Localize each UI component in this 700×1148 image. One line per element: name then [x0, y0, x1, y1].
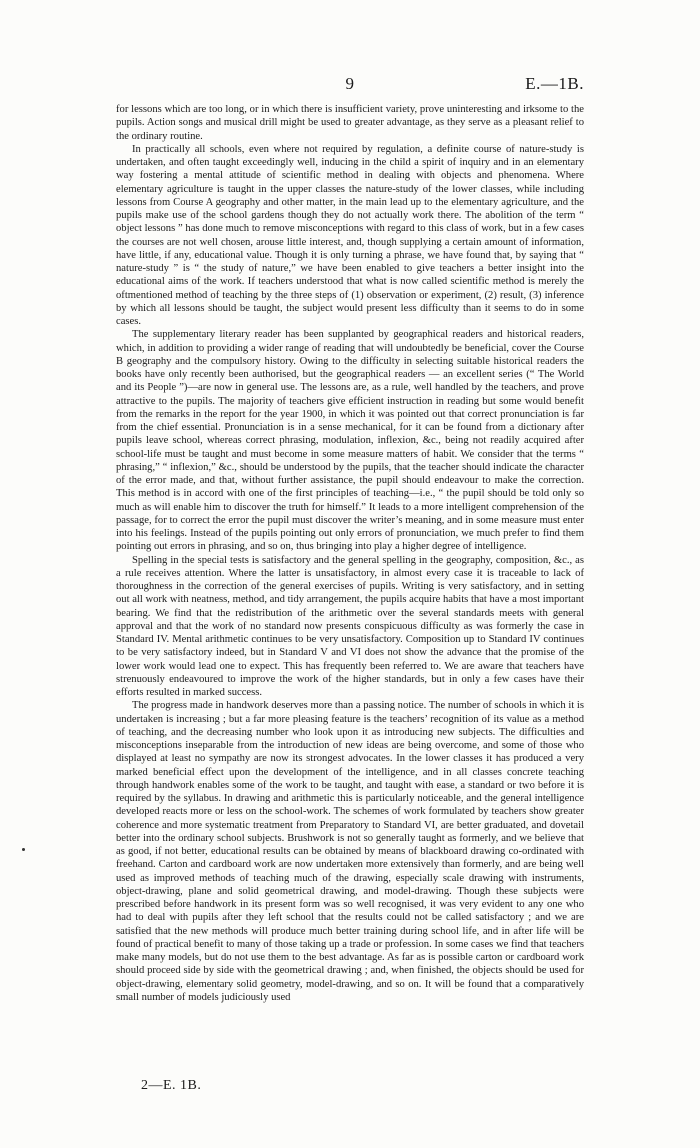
paragraph-spelling: Spelling in the special tests is satisfactory and the general spelling in the geography, composition, &c., as a rule receives attention. Where the latter is unsatisfactory, in almost every case it is traceable to lack of thoroughness in the correction of the general exercises of pupils. Writing is very satisfactory, and in setting out all work with neatness, method, and tidy arrangement, the pupils acquire habits that have a most important bearing. We find that the redistribution of the arithmetic over the several standards meets with general approval and that the work of no standard now presents conspicuous difficulty as was formerly the case in Standard IV. Mental arithmetic continues to be very unsatisfactory. Composition up to Standard IV continues to be very satisfactory indeed, but in Standard V and VI does not show the advance that the promise of the lower work would lead one to expect. This has frequently been referred to. We are aware that teachers have strenuously endeavoured to improve the work of the higher standards, but in only a few cases have their efforts resulted in marked success.	[116, 554, 584, 698]
body-text	[116, 103, 584, 1004]
page-number: 9	[345, 74, 355, 93]
paragraph-readers: The supplementary literary reader has been supplanted by geographical readers and historical readers, which, in addition to providing a wider range of reading that will undoubtedly be beneficial, cover the Course B geography and the compulsory history. Owing to the difficulty in selecting suitable historical readers the books have only recently been authorised, but the geographical readers — an excellent series (“ The World and its People ”)—are now in general use. The lessons are, as a rule, well handled by the teachers, and prove attractive to the pupils. The majority of teachers give efficient instruction in reading but some would benefit from the remarks in the report for the year 1900, in which it was pointed out that correct pronunciation is far from the chief essential. Pronunciation is in a sense mechanical, for it can be found from a dictionary after pupils leave school, whereas correct phrasing, modulation, inflexion, &c., being not readily acquired after school-life must be taught and must become in some measure matters of habit. We consider that the terms “ phrasing,” “ inflexion,” &c., should be understood by the pupils, that the teacher should indicate the character of the error made, and that, without further assistance, the pupil should endeavour to make the correction. This method is in accord with one of the first principles of teaching—i.e., “ the pupil should be told only so much as will enable him to discover the truth for himself.” It leads to a more intelligent comprehension of the passage, for to correct the error the pupil must discover the writer’s meaning, and in some measure must enter into his feelings. Instead of the pupils pointing out only errors of pronunciation, we much prefer to find them pointing out errors in phrasing, and so on, thus bringing into play a higher degree of intelligence.	[116, 329, 584, 553]
signature-mark: 2—E. 1B.	[141, 1078, 202, 1093]
document-reference: E.—1B.	[525, 74, 584, 93]
margin-mark	[22, 848, 25, 851]
paragraph-handwork: The progress made in handwork deserves more than a passing notice. The number of schools in which it is undertaken is increasing ; but a far more pleasing feature is the teachers’ recognition of its value as a method of teaching, and the decreasing number who look upon it as introducing new subjects. The difficulties and misconceptions inseparable from the introduction of new ideas are being overcome, and some of those who displayed at least no sympathy are now its strongest advocates. In the lower classes it has produced a very marked beneficial effect upon the development of the intelligence, and in all classes concrete teaching through handwork enables some of the work to be taught, and taught with ease, a standard or two before it is required by the syllabus. In drawing and arithmetic this is particularly noticeable, and the general intelligence developed reacts more or less on the school-work. The schemes of work formulated by teachers show greater coherence and more systematic treatment from Preparatory to Standard VI, are better graduated, and dovetail better into the ordinary school subjects. Brushwork is not so generally taught as formerly, and we believe that as good, if not better, educational results can be obtained by means of blackboard drawing co-ordinated with freehand. Carton and cardboard work are now undertaken more extensively than formerly, and are being well used as improved methods of teaching much of the drawing, especially scale drawing with instruments, object-drawing, plane and solid geometrical drawing, and model-drawing. Though these subjects were prescribed before handwork in its present form was so well recognised, it was very evident to any one who had to deal with pupils after they left school that the results could not be called satisfactory ; and we are satisfied that the new methods will produce much better training during school life, and in after life will be found of practical benefit to many of those taking up a trade or profession. In some cases we find that teachers make many models, but do not use them to the best advantage. As far as is possible carton or cardboard work should proceed side by side with the geometrical drawing ; and, when finished, the objects should be used for object-drawing, elementary solid geometry, model-drawing, and so on. It will be found that a comparatively small number of models judiciously used	[116, 700, 584, 1003]
paragraph-nature-study: In practically all schools, even where not required by regulation, a definite course of nature-study is undertaken, and often taught exceedingly well, inducing in the child a spirit of inquiry and in an elementary way fostering a mental attitude of scientific method in dealing with objects and phenomena. Where elementary agriculture is taught in the upper classes the nature-study of the lower classes, while including lessons from Course A geography and other matter, in the main lead up to the elementary agriculture, and the pupils make use of the school gardens though they do not actually work there. The abolition of the term “ object lessons ” has done much to remove misconceptions with regard to this class of work, but in a few cases the courses are not well chosen, arouse little interest, and, though supplying a certain amount of information, have little, if any, educational value. Though it is only turning a phrase, we have found that, by saying that “ nature-study ” is “ the study of nature,” we have been enabled to give teachers a better insight into the educational aims of the work. If teachers understood that what is now called scientific method is merely the oftmentioned method of teaching by the three steps of (1) observation or experiment, (2) result, (3) inference by which all lessons should be taught, the subject would present less difficulty than it seems to do in some cases.	[116, 143, 584, 327]
paragraph-intro: for lessons which are too long, or in which there is insufficient variety, prove uninteresting and irksome to the pupils. Action songs and musical drill might be used to greater advantage, as they serve as a pleasant relief to the ordinary routine.	[116, 104, 584, 142]
